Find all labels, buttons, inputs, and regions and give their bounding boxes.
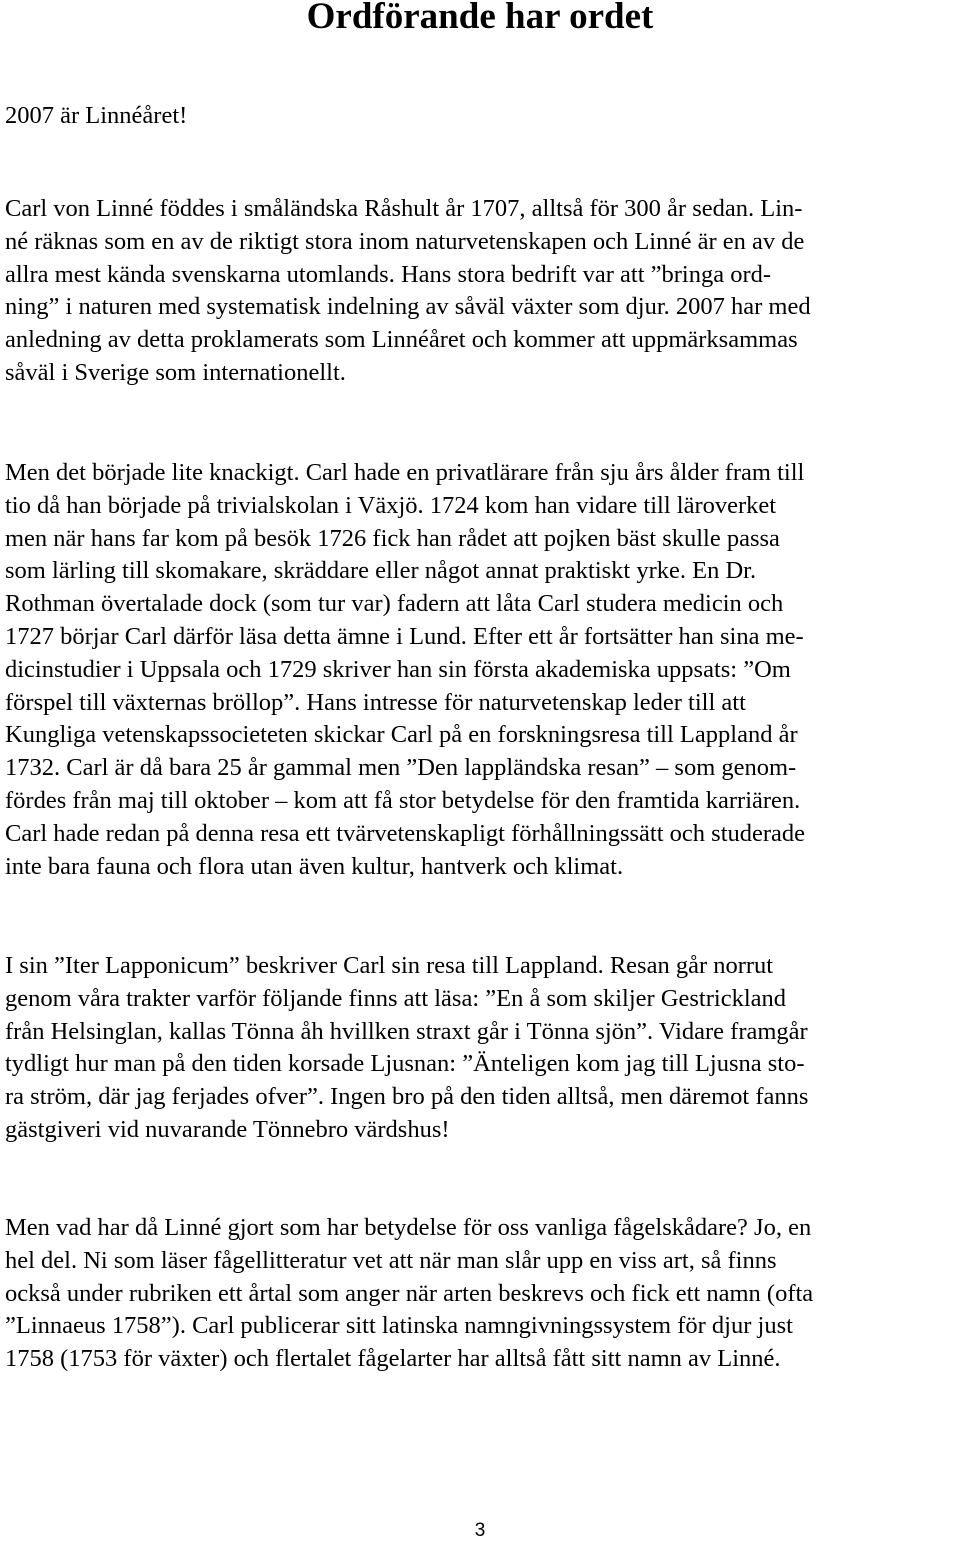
paragraph-linne-birth: Carl von Linné föddes i småländska Råshult år 1707, alltså för 300 år sedan. Lin- né räknas som en av de riktigt stora inom naturvetenskapen och Linné är en av de allra mest kända svenskarna utomlands. Hans stora bedrift var att ”bringa ord- ning” i naturen med systematisk indelning av såväl växter som djur. 2007 har med anledning av detta proklamerats som Linnéåret och kommer att uppmärksammas såväl i Sverige som internationellt. <box>5 195 811 386</box>
paragraph-bird-names: Men vad har då Linné gjort som har betydelse för oss vanliga fågelskådare? Jo, en hel del. Ni som läser fågellitteratur vet att när man slår upp en viss art, så finns också under rubriken ett årtal som anger när arten beskrevs och fick ett namn (ofta ”Linnaeus 1758”). Carl publicerar sitt latinska namngivningssystem för djur just 1758 (1753 för växter) och flertalet fågelarter har alltså fått sitt namn av Linné. <box>5 1214 814 1373</box>
paragraph-linne-education: Men det började lite knackigt. Carl hade en privatlärare från sju års ålder fram till tio då han började på trivialskolan i Växjö. 1724 kom han vidare till läroverket men när hans far kom på besök 1726 fick han rådet att pojken bäst skulle passa som lärling till skomakare, skräddare eller något annat praktiskt yrke. En Dr. Rothman övertalade dock (som tur var) fadern att låta Carl studera medicin och 1727 börjar Carl därför läsa detta ämne i Lund. Efter ett år fortsätter han sina me- dicinstudier i Uppsala och 1729 skriver han sin första akademiska uppsats: ”Om förspel till växternas bröllop”. Hans intresse för naturvetenskap leder till att Kungliga vetenskapssocieteten skickar Carl på en forskningsresa till Lappland år 1732. Carl är då bara 25 år gammal men ”Den lappländska resan” – som genom- fördes från maj till oktober – kom att få stor betydelse för den framtida karriären. Carl hade redan på denna resa ett tvärvetenskapligt förhållningssätt och studerade inte bara fauna och flora utan även kultur, hantverk och klimat. <box>5 459 806 880</box>
paragraph-iter-lapponicum: I sin ”Iter Lapponicum” beskriver Carl sin resa till Lappland. Resan går norrut genom våra trakter varför följande finns att läsa: ”En å som skiljer Gestrickland från Helsinglan, kallas Tönna åh hvillken straxt går i Tönna sjön”. Vidare framgår tydligt hur man på den tiden korsade Ljusnan: ”Änteligen kom jag till Ljusna sto- ra ström, där jag ferjades ofver”. Ingen bro på den tiden alltså, men däremot fanns gästgiveri vid nuvarande Tönnebro värdshus! <box>5 952 809 1143</box>
paragraph-intro: 2007 är Linnéåret! <box>5 102 188 129</box>
page-number: 3 <box>474 1520 486 1541</box>
page-title: Ordförande har ordet <box>306 0 654 37</box>
